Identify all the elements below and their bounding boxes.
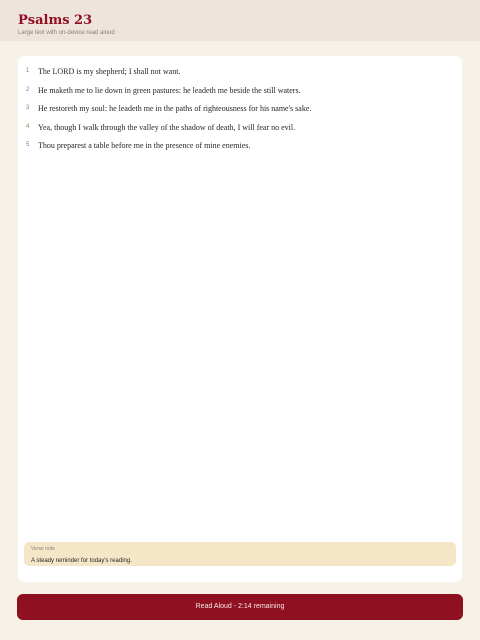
verse-text: The LORD is my shepherd; I shall not want. xyxy=(38,67,181,76)
verse-row[interactable] xyxy=(18,104,462,123)
verse-number: 4 xyxy=(26,123,30,130)
verse-list xyxy=(18,67,462,160)
verse-number: 3 xyxy=(26,105,30,112)
page-subtitle: Large text with on-device read aloud xyxy=(18,30,115,36)
verse-text: Thou preparest a table before me in the presence of mine enemies. xyxy=(38,141,251,151)
verse-note-label: Verse note xyxy=(31,546,55,552)
verse-note xyxy=(24,542,456,566)
verse-text: He restoreth my soul: he leadeth me in the paths of righteousness for his name's sake. xyxy=(38,104,312,114)
verse-row[interactable] xyxy=(18,67,462,86)
verse-number: 1 xyxy=(26,68,30,74)
verse-row[interactable] xyxy=(18,141,462,160)
verse-number: 2 xyxy=(26,86,30,93)
read-aloud-button[interactable]: Read Aloud - 2:14 remaining xyxy=(17,594,463,620)
scripture-card xyxy=(18,56,462,582)
verse-note-text: A steady reminder for today's reading. xyxy=(31,558,132,564)
page-title: Psalms 23 xyxy=(18,13,93,28)
verse-row[interactable] xyxy=(18,86,462,105)
page-header xyxy=(0,0,480,41)
verse-text: Yea, though I walk through the valley of the shadow of death, I will fear no evil. xyxy=(38,122,296,132)
verse-number: 5 xyxy=(26,142,30,149)
verse-row[interactable] xyxy=(18,123,462,142)
verse-text: He maketh me to lie down in green pastures: he leadeth me beside the still waters. xyxy=(38,85,301,95)
